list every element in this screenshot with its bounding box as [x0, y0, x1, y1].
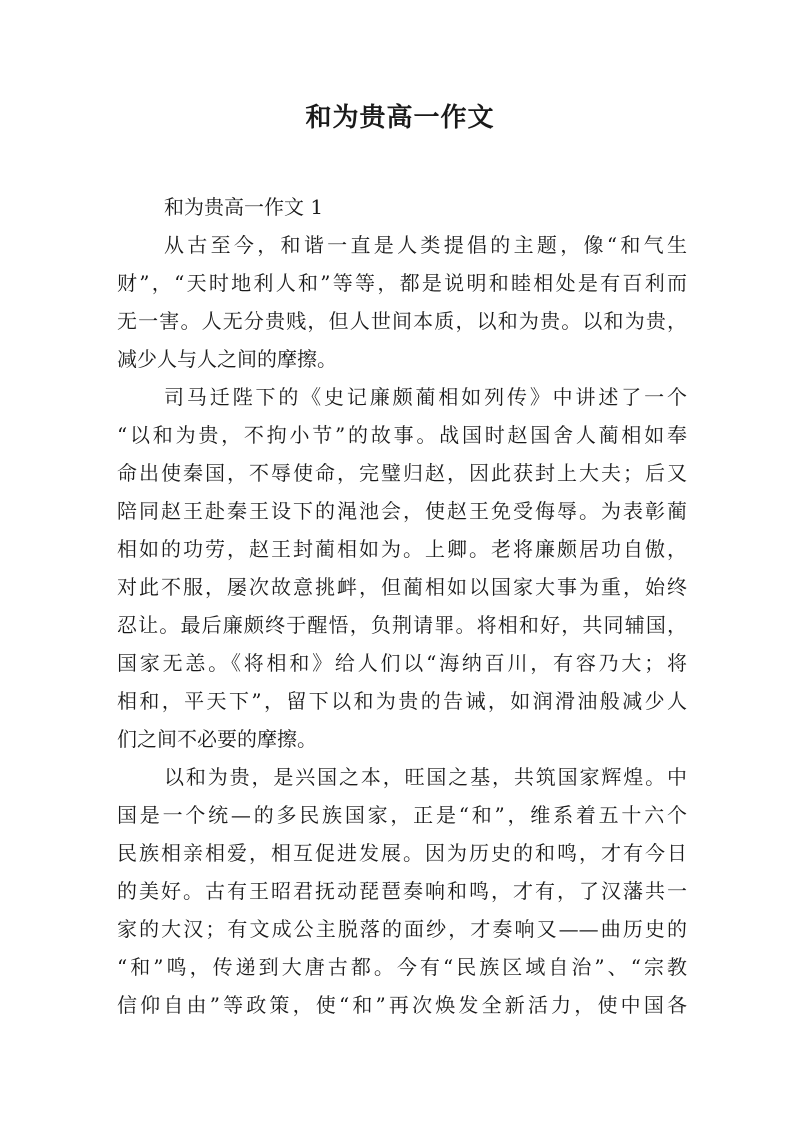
- text-line: 们之间不必要的摩擦。: [117, 727, 317, 751]
- text-line: 的美好。古有王昭君抚动琵琶奏响和鸣，才有，了汉藩共一: [117, 879, 687, 903]
- text-line: 国是一个统—的多民族国家，正是“和”，维系着五十六个: [117, 803, 687, 827]
- text-line: “和”鸣，传递到大唐古都。今有“民族区域自治”、“宗教: [117, 955, 687, 979]
- text-line: 相如的功劳，赵王封蔺相如为。上卿。老将廉颇居功自傲，: [117, 537, 687, 561]
- text-line: 对此不服，屡次故意挑衅，但蔺相如以国家大事为重，始终: [117, 575, 687, 599]
- text-line: “以和为贵，不拘小节”的故事。战国时赵国舍人蔺相如奉: [117, 423, 687, 447]
- text-line: 陪同赵王赴秦王设下的渑池会，使赵王免受侮辱。为表彰蔺: [117, 499, 687, 523]
- essay-body: [117, 188, 687, 1024]
- text-line: 家的大汉；有文成公主脱落的面纱，才奏响又——曲历史的: [117, 917, 687, 941]
- text-line: 从古至今，和谐一直是人类提倡的主题，像“和气生: [164, 233, 687, 257]
- text-line: 国家无恙。《将相和》给人们以“海纳百川，有容乃大；将: [117, 651, 687, 675]
- text-line: 财”，“天时地利人和”等等，都是说明和睦相处是有百利而: [117, 271, 687, 295]
- text-line: 命出使秦国，不辱使命，完璧归赵，因此获封上大夫；后又: [117, 461, 687, 485]
- text-line: 民族相亲相爱，相互促进发展。因为历史的和鸣，才有今日: [117, 841, 687, 865]
- text-line: 忍让。最后廉颇终于醒悟，负荆请罪。将相和好，共同辅国，: [117, 613, 687, 637]
- page-title: 和为贵高一作文: [305, 103, 495, 133]
- text-line: 相和，平天下”，留下以和为贵的告诫，如润滑油般减少人: [117, 689, 687, 713]
- text-line: 信仰自由”等政策，使“和”再次焕发全新活力，使中国各: [117, 993, 687, 1017]
- text-line: 减少人与人之间的摩擦。: [117, 347, 337, 371]
- text-line: 无一害。人无分贵贱，但人世间本质，以和为贵。以和为贵，: [117, 309, 687, 333]
- text-line: 以和为贵，是兴国之本，旺国之基，共筑国家辉煌。中: [164, 765, 687, 789]
- section-heading: 和为贵高一作文 1: [164, 195, 324, 219]
- text-line: 司马迁陛下的《史记廉颇蔺相如列传》中讲述了一个: [164, 385, 687, 409]
